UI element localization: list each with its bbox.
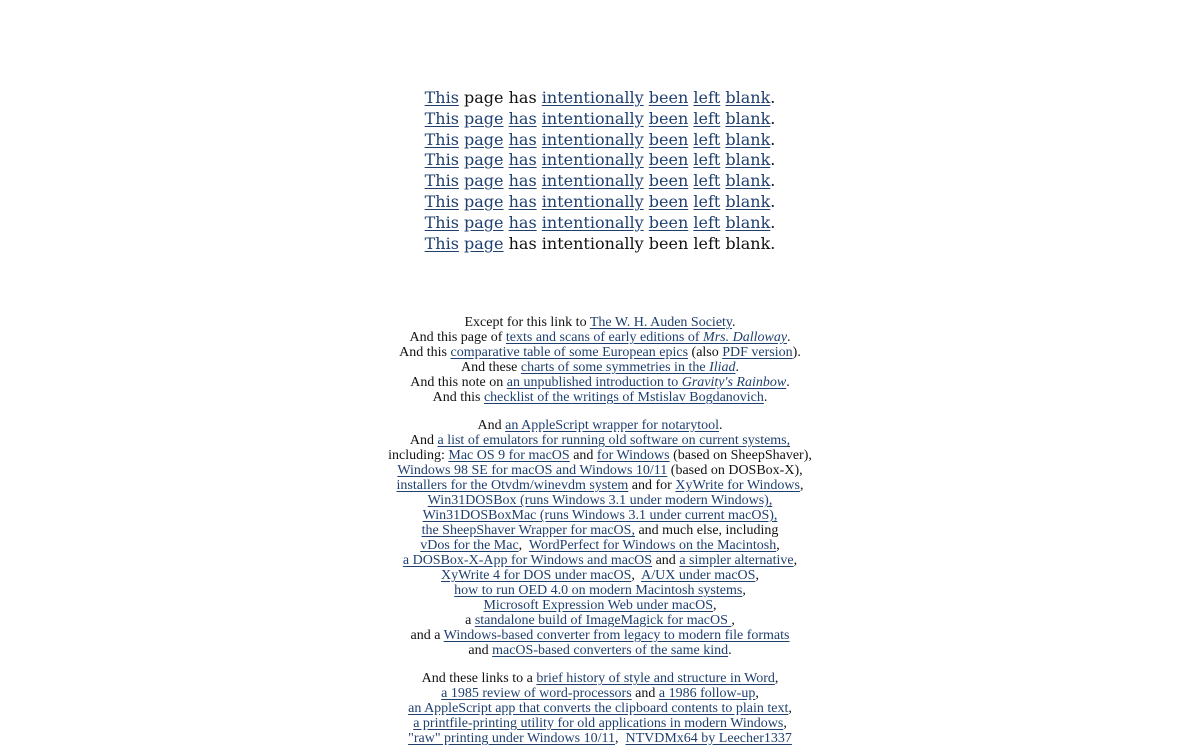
- line-text: ,: [799, 478, 804, 493]
- line-text: and a: [410, 628, 444, 643]
- blank-word-link[interactable]: blank: [725, 191, 771, 211]
- blank-word-link[interactable]: been: [648, 191, 689, 211]
- blank-word-link[interactable]: intentionally: [541, 88, 644, 107]
- line-text: ,: [755, 686, 759, 701]
- text-link[interactable]: a 1985 review of word-processors: [441, 686, 632, 701]
- blank-word: intentionally: [541, 233, 644, 253]
- blank-word-link[interactable]: left: [693, 171, 721, 191]
- blank-word-link[interactable]: has: [508, 191, 537, 211]
- text-link[interactable]: Microsoft Expression Web under macOS: [483, 598, 714, 613]
- link-line: [0, 538, 1200, 553]
- line-text: and: [631, 686, 659, 701]
- blank-period: .: [770, 150, 776, 170]
- text-link[interactable]: PDF version: [722, 345, 793, 360]
- line-text: and much else, including: [634, 523, 779, 538]
- blank-word-link[interactable]: left: [693, 129, 721, 149]
- blank-word-link[interactable]: been: [648, 212, 689, 232]
- line-text: a: [465, 613, 475, 628]
- line-text: and for: [628, 478, 676, 493]
- blank-word: page: [464, 88, 504, 107]
- text-link[interactable]: WordPerfect for Windows on the Macintosh: [528, 538, 777, 553]
- blank-line: [0, 88, 1200, 109]
- blank-period: .: [770, 108, 776, 128]
- group-word-processing: [0, 671, 1200, 746]
- line-text: ,: [776, 538, 780, 553]
- line-text: ,: [614, 731, 626, 746]
- blank-word-link[interactable]: page: [464, 212, 504, 232]
- link-line: [0, 390, 1200, 405]
- blank-word-link[interactable]: intentionally: [541, 212, 644, 232]
- line-text: (also: [688, 345, 723, 360]
- text-link[interactable]: comparative table of some European epics: [450, 345, 689, 360]
- blank-notice: [0, 88, 1200, 254]
- text-link[interactable]: installers for the Otvdm/winevdm system: [396, 478, 629, 493]
- text-link[interactable]: a printfile-printing utility for old applications in modern Windows: [413, 716, 784, 731]
- blank-word-link[interactable]: intentionally: [541, 129, 644, 149]
- text-link[interactable]: Mrs. Dalloway: [703, 330, 788, 345]
- blank-word-link[interactable]: been: [648, 108, 689, 128]
- link-line: [0, 493, 1200, 508]
- text-link[interactable]: a list of emulators for running old software on current systems,: [437, 433, 791, 448]
- blank-word-link[interactable]: blank: [725, 171, 771, 191]
- blank-word-link[interactable]: has: [508, 108, 537, 128]
- blank-word-link[interactable]: page: [464, 233, 504, 253]
- text-link[interactable]: brief history of style and structure in Word: [536, 671, 775, 686]
- blank-word-link[interactable]: This: [424, 171, 459, 191]
- text-link[interactable]: an AppleScript app that converts the clipboard contents to plain text: [408, 701, 789, 716]
- link-line: [0, 628, 1200, 643]
- blank-word-link[interactable]: blank: [725, 150, 771, 170]
- link-line: [0, 360, 1200, 375]
- text-link[interactable]: the SheepShaver Wrapper for macOS,: [421, 523, 635, 538]
- link-line: [0, 330, 1200, 345]
- text-link[interactable]: how to run OED 4.0 on modern Macintosh systems: [454, 583, 743, 598]
- link-line: [0, 345, 1200, 360]
- line-text: ,: [713, 598, 717, 613]
- blank-line: [0, 192, 1200, 213]
- blank-period: .: [770, 212, 776, 232]
- line-text: .: [787, 330, 791, 345]
- line-text: and: [652, 553, 680, 568]
- links-list: [0, 315, 1200, 746]
- line-text: ,: [731, 613, 735, 628]
- blank-period: .: [770, 171, 776, 191]
- line-text: .: [763, 390, 768, 405]
- line-text: .: [786, 375, 790, 390]
- blank-word: been: [648, 233, 689, 253]
- blank-word-link[interactable]: This: [424, 88, 459, 107]
- blank-word-link[interactable]: been: [648, 150, 689, 170]
- line-text: (based on SheepShaver),: [669, 448, 812, 463]
- spacer: [0, 405, 1200, 418]
- line-text: ).: [792, 345, 801, 360]
- text-link[interactable]: Iliad: [709, 360, 736, 375]
- blank-word-link[interactable]: left: [693, 212, 721, 232]
- link-line: [0, 598, 1200, 613]
- text-link[interactable]: an AppleScript wrapper for notarytool: [505, 418, 719, 433]
- link-line: [0, 568, 1200, 583]
- text-link[interactable]: Gravity's Rainbow: [681, 375, 787, 390]
- blank-word-link[interactable]: blank: [725, 129, 771, 149]
- text-link[interactable]: "raw" printing under Windows 10/11: [408, 731, 615, 746]
- line-text: ,: [518, 538, 529, 553]
- line-text: Except for this link to: [464, 315, 590, 330]
- link-line: [0, 315, 1200, 330]
- line-text: .: [728, 643, 732, 658]
- blank-word-link[interactable]: has: [508, 150, 537, 170]
- text-link[interactable]: Win31DOSBoxMac (runs Windows 3.1 under current macOS),: [422, 508, 778, 523]
- text-link[interactable]: a 1986 follow-up: [658, 686, 756, 701]
- blank-word-link[interactable]: has: [508, 171, 537, 191]
- blank-word-link[interactable]: page: [464, 171, 504, 191]
- blank-word-link[interactable]: This: [424, 129, 459, 149]
- link-line: [0, 448, 1200, 463]
- line-text: ,: [793, 553, 798, 568]
- text-link[interactable]: A/UX under macOS: [641, 568, 756, 583]
- blank-line: [0, 130, 1200, 151]
- spacer: [0, 658, 1200, 671]
- link-line: [0, 716, 1200, 731]
- blank-word: has: [508, 233, 537, 253]
- link-line: [0, 508, 1200, 523]
- blank-word-link[interactable]: been: [648, 88, 689, 107]
- blank-word-link[interactable]: page: [464, 108, 504, 128]
- link-line: [0, 686, 1200, 701]
- link-line: [0, 643, 1200, 658]
- line-text: and: [468, 643, 493, 658]
- blank-word-link[interactable]: intentionally: [541, 108, 644, 128]
- blank-word-link[interactable]: intentionally: [541, 171, 644, 191]
- link-line: [0, 701, 1200, 716]
- text-link[interactable]: vDos for the Mac: [420, 538, 519, 553]
- line-text: .: [732, 315, 736, 330]
- line-text: including:: [388, 448, 449, 463]
- blank-word-link[interactable]: blank: [725, 108, 771, 128]
- text-link[interactable]: XyWrite for Windows: [675, 478, 800, 493]
- blank-word-link[interactable]: page: [464, 129, 504, 149]
- text-link[interactable]: NTVDMx64 by Leecher1337: [625, 731, 792, 746]
- line-text: And these links to a: [421, 671, 537, 686]
- text-link[interactable]: Win31DOSBox (runs Windows 3.1 under modern Windows),: [427, 493, 773, 508]
- blank-word-link[interactable]: has: [508, 129, 537, 149]
- blank-word-link[interactable]: been: [648, 171, 689, 191]
- line-text: And: [477, 418, 506, 433]
- text-link[interactable]: Windows 98 SE for macOS and Windows 10/11: [397, 463, 668, 478]
- text-link[interactable]: charts of some symmetries in the: [520, 360, 710, 375]
- blank-word-link[interactable]: blank: [725, 88, 771, 107]
- blank-line: [0, 150, 1200, 171]
- blank-word-link[interactable]: has: [508, 212, 537, 232]
- text-link[interactable]: texts and scans of early editions of: [505, 330, 704, 345]
- blank-word-link[interactable]: left: [693, 150, 721, 170]
- line-text: .: [735, 360, 740, 375]
- blank-word-link[interactable]: intentionally: [541, 150, 644, 170]
- text-link[interactable]: an unpublished introduction to: [506, 375, 682, 390]
- text-link[interactable]: checklist of the writings of Mstislav Bogdanovich: [483, 390, 764, 405]
- blank-period: .: [770, 191, 776, 211]
- line-text: .: [718, 418, 723, 433]
- line-text: ,: [755, 568, 759, 583]
- line-text: ,: [631, 568, 642, 583]
- line-text: and: [569, 448, 597, 463]
- blank-word: left: [693, 233, 721, 253]
- text-link[interactable]: macOS-based converters of the same kind: [492, 643, 729, 658]
- line-text: And: [409, 433, 438, 448]
- blank-word-link[interactable]: intentionally: [541, 191, 644, 211]
- link-line: [0, 553, 1200, 568]
- blank-word-link[interactable]: been: [648, 129, 689, 149]
- link-line: [0, 613, 1200, 628]
- text-link[interactable]: The W. H. Auden Society: [589, 315, 733, 330]
- blank-line: [0, 171, 1200, 192]
- link-line: [0, 671, 1200, 686]
- blank-word-link[interactable]: page: [464, 150, 504, 170]
- link-line: [0, 583, 1200, 598]
- line-text: And this note on: [410, 375, 507, 390]
- line-text: ,: [742, 583, 746, 598]
- link-line: [0, 463, 1200, 478]
- line-text: And this: [432, 390, 484, 405]
- group-software: [0, 418, 1200, 658]
- link-line: [0, 418, 1200, 433]
- blank-line: [0, 213, 1200, 234]
- blank-period: .: [770, 88, 776, 107]
- blank-word-link[interactable]: left: [693, 88, 721, 107]
- blank-word-link[interactable]: page: [464, 191, 504, 211]
- line-text: And this: [399, 345, 451, 360]
- line-text: ,: [788, 701, 792, 716]
- blank-word: has: [508, 88, 537, 107]
- blank-word-link[interactable]: blank: [725, 212, 771, 232]
- group-literature: [0, 315, 1200, 405]
- text-link[interactable]: XyWrite 4 for DOS under macOS: [441, 568, 632, 583]
- blank-word-link[interactable]: This: [424, 191, 459, 211]
- link-line: [0, 478, 1200, 493]
- blank-period: .: [770, 233, 776, 253]
- blank-word-link[interactable]: This: [424, 233, 459, 253]
- blank-word-link[interactable]: left: [693, 191, 721, 211]
- line-text: (based on DOSBox-X),: [667, 463, 803, 478]
- blank-word-link[interactable]: This: [424, 108, 459, 128]
- blank-word-link[interactable]: This: [424, 212, 459, 232]
- text-link[interactable]: a DOSBox-X-App for Windows and macOS: [402, 553, 653, 568]
- text-link[interactable]: for Windows: [596, 448, 670, 463]
- line-text: And these: [460, 360, 521, 375]
- line-text: ,: [783, 716, 787, 731]
- line-text: ,: [774, 671, 779, 686]
- blank-line: [0, 109, 1200, 130]
- link-line: [0, 433, 1200, 448]
- link-line: [0, 523, 1200, 538]
- line-text: And this page of: [409, 330, 506, 345]
- link-line: [0, 375, 1200, 390]
- blank-period: .: [770, 129, 776, 149]
- link-line: [0, 731, 1200, 746]
- text-link[interactable]: Mac OS 9 for macOS: [448, 448, 570, 463]
- blank-line: [0, 234, 1200, 255]
- blank-word-link[interactable]: left: [693, 108, 721, 128]
- text-link[interactable]: Windows-based converter from legacy to modern file formats: [443, 628, 790, 643]
- blank-word-link[interactable]: This: [424, 150, 459, 170]
- text-link[interactable]: a simpler alternative: [679, 553, 794, 568]
- blank-word: blank: [725, 233, 771, 253]
- text-link[interactable]: standalone build of ImageMagick for macOS: [474, 613, 732, 628]
